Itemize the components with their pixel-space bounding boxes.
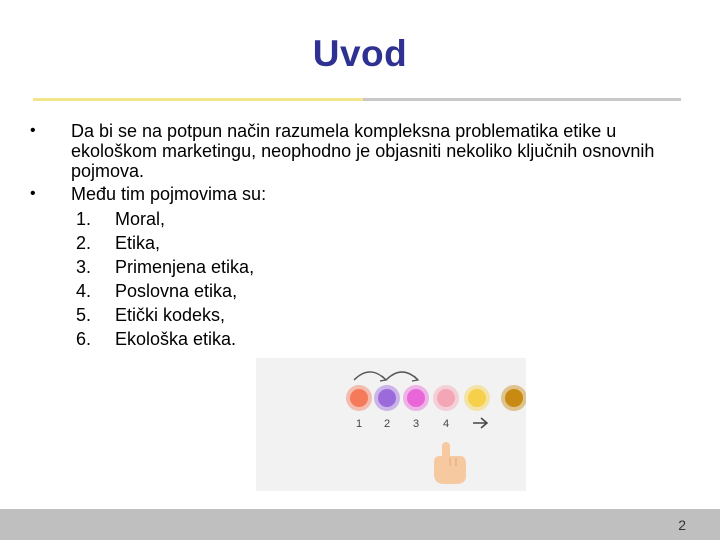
step-label: 2 xyxy=(383,418,391,430)
step-circle xyxy=(505,389,523,407)
list-number: 1. xyxy=(76,209,92,229)
step-circle xyxy=(407,389,425,407)
curved-arrow-icon xyxy=(380,376,386,381)
list-text: Etički kodeks, xyxy=(115,305,226,325)
list-item xyxy=(30,207,690,231)
list-item xyxy=(30,279,690,303)
steps-graphic xyxy=(256,358,526,491)
list-text: Primenjena etika, xyxy=(115,257,255,277)
footer-bar xyxy=(0,509,720,540)
list-text: Ekološka etika. xyxy=(115,329,237,349)
list-number: 6. xyxy=(76,329,92,349)
bullet-icon: • xyxy=(30,122,36,139)
bullet-item xyxy=(30,121,690,181)
list-item xyxy=(30,327,690,351)
list-number: 5. xyxy=(76,305,92,325)
curved-arrow-icon xyxy=(386,372,418,380)
list-item xyxy=(30,303,690,327)
page-number: 2 xyxy=(678,517,686,533)
list-text: Etika, xyxy=(115,233,161,253)
bullet-text: Među tim pojmovima su: xyxy=(71,184,267,204)
list-text: Moral, xyxy=(115,209,166,229)
steps-illustration xyxy=(256,358,526,491)
step-circle xyxy=(350,389,368,407)
curved-arrow-icon xyxy=(354,372,386,380)
list-number: 2. xyxy=(76,233,92,253)
list-number: 4. xyxy=(76,281,92,301)
list-number: 3. xyxy=(76,257,92,277)
step-circle xyxy=(437,389,455,407)
concept-list xyxy=(30,207,690,351)
curved-arrow-icon xyxy=(412,376,418,381)
bullet-item xyxy=(30,184,690,204)
arrow-right-icon xyxy=(473,418,487,428)
bullet-text: Da bi se na potpun način razumela kompleksna problematika etike u ekološkom marketingu, neophodno je objasniti nekoliko ključnih osnovnih pojmova. xyxy=(71,121,655,181)
list-item xyxy=(30,231,690,255)
step-label: 1 xyxy=(355,418,363,430)
list-item xyxy=(30,255,690,279)
title-divider-accent xyxy=(33,98,363,101)
step-label: 3 xyxy=(412,418,420,430)
list-text: Poslovna etika, xyxy=(115,281,238,301)
slide-title: Uvod xyxy=(312,33,408,74)
step-label: 4 xyxy=(442,418,450,430)
step-circle xyxy=(378,389,396,407)
bullet-icon: • xyxy=(30,185,36,202)
hand-pointer-icon xyxy=(434,442,466,484)
step-circle xyxy=(468,389,486,407)
slide-body xyxy=(30,121,690,351)
